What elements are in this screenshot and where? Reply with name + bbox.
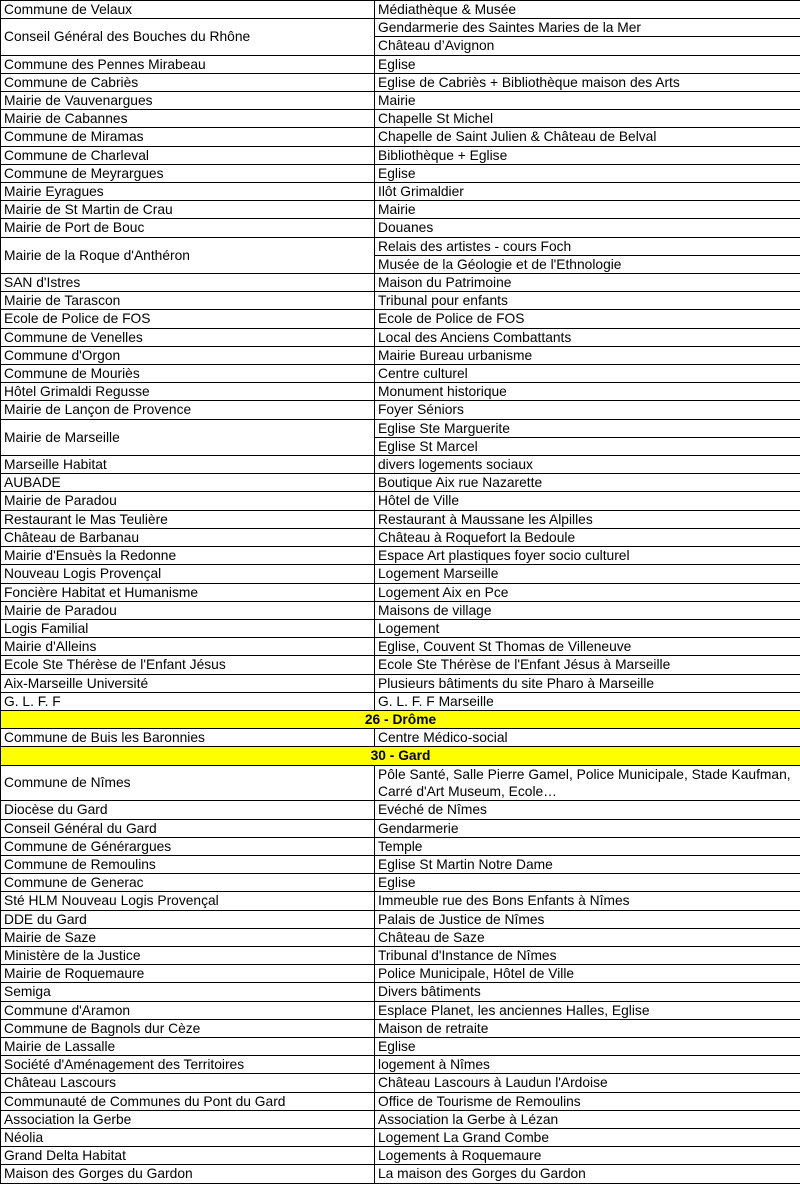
project-cell: Maison du Patrimoine (375, 274, 800, 292)
client-cell: Commune de Venelles (1, 328, 375, 346)
project-cell: Chapelle St Michel (375, 110, 800, 128)
table-row (1, 801, 800, 819)
project-cell: Douanes (375, 219, 800, 237)
client-cell: Aix-Marseille Université (1, 674, 375, 692)
client-cell: Commune d'Aramon (1, 1001, 375, 1019)
table-row (1, 219, 800, 237)
table-row (1, 528, 800, 546)
client-cell: Mairie de Marseille (1, 419, 375, 455)
table-row (1, 365, 800, 383)
project-cell: Eglise (375, 55, 800, 73)
client-cell: Mairie Eyragues (1, 183, 375, 201)
client-cell: Logis Familial (1, 619, 375, 637)
project-cell: Château Lascours à Laudun l'Ardoise (375, 1074, 800, 1092)
client-cell: Ministère de la Justice (1, 946, 375, 964)
client-cell: Grand Delta Habitat (1, 1147, 375, 1165)
client-cell: Restaurant le Mas Teulière (1, 510, 375, 528)
client-cell: Ecole Ste Thérèse de l'Enfant Jésus (1, 656, 375, 674)
client-cell: Mairie de Paradou (1, 601, 375, 619)
client-cell: Mairie de St Martin de Crau (1, 201, 375, 219)
project-cell: Boutique Aix rue Nazarette (375, 474, 800, 492)
project-cell: Centre culturel (375, 365, 800, 383)
table-row (1, 874, 800, 892)
table-row (1, 638, 800, 656)
client-cell: Néolia (1, 1129, 375, 1147)
project-cell: Ilôt Grimaldier (375, 183, 800, 201)
client-cell: Mairie de Paradou (1, 492, 375, 510)
client-cell: Foncière Habitat et Humanisme (1, 583, 375, 601)
table-row (1, 492, 800, 510)
table-row (1, 1037, 800, 1055)
table-row (1, 1165, 800, 1183)
table-row (1, 419, 800, 437)
client-cell: Mairie de Tarascon (1, 292, 375, 310)
table-row (1, 674, 800, 692)
table-row (1, 547, 800, 565)
client-cell: Mairie de Saze (1, 928, 375, 946)
table-row (1, 1147, 800, 1165)
client-cell: Commune de Buis les Baronnies (1, 729, 375, 747)
project-cell: Logement La Grand Combe (375, 1129, 800, 1147)
client-cell: Commune de Nîmes (1, 765, 375, 801)
client-cell: Commune des Pennes Mirabeau (1, 55, 375, 73)
table-row (1, 310, 800, 328)
table-row (1, 946, 800, 964)
project-cell: Centre Médico-social (375, 729, 800, 747)
section-title: 30 - Gard (1, 747, 800, 765)
project-cell: G. L. F. F Marseille (375, 692, 800, 710)
table-row (1, 910, 800, 928)
client-cell: Commune de Charleval (1, 146, 375, 164)
project-cell: Gendarmerie (375, 819, 800, 837)
client-cell: Hôtel Grimaldi Regusse (1, 383, 375, 401)
table-row (1, 601, 800, 619)
client-cell: Commune d'Orgon (1, 346, 375, 364)
table-row (1, 892, 800, 910)
client-cell: Mairie d'Ensuès la Redonne (1, 547, 375, 565)
table-row (1, 73, 800, 91)
client-cell: Mairie de Cabannes (1, 110, 375, 128)
project-cell: Foyer Séniors (375, 401, 800, 419)
project-cell: Ecole Ste Thérèse de l'Enfant Jésus à Marseille (375, 656, 800, 674)
client-cell: AUBADE (1, 474, 375, 492)
client-cell: Commune de Bagnols dur Cèze (1, 1019, 375, 1037)
client-cell: Commune de Meyrargues (1, 164, 375, 182)
project-cell: logement à Nîmes (375, 1056, 800, 1074)
project-cell: Immeuble rue des Bons Enfants à Nîmes (375, 892, 800, 910)
table-row (1, 146, 800, 164)
project-cell: Château d’Avignon (375, 37, 800, 55)
table-row (1, 55, 800, 73)
client-cell: Mairie de Vauvenargues (1, 92, 375, 110)
project-cell: Ecole de Police de FOS (375, 310, 800, 328)
table-row (1, 619, 800, 637)
project-cell: Mairie (375, 92, 800, 110)
project-cell: Evéché de Nîmes (375, 801, 800, 819)
project-cell: divers logements sociaux (375, 456, 800, 474)
table-row (1, 928, 800, 946)
project-cell: Tribunal d'Instance de Nîmes (375, 946, 800, 964)
table-row (1, 110, 800, 128)
table-row (1, 855, 800, 873)
project-cell: Eglise (375, 164, 800, 182)
project-cell: Musée de la Géologie et de l'Ethnologie (375, 255, 800, 273)
table-row (1, 819, 800, 837)
table-row (1, 983, 800, 1001)
section-header-row (1, 747, 800, 765)
project-cell: Relais des artistes - cours Foch (375, 237, 800, 255)
project-cell: Gendarmerie des Saintes Maries de la Mer (375, 19, 800, 37)
client-cell: Marseille Habitat (1, 456, 375, 474)
project-cell: Association la Gerbe à Lézan (375, 1110, 800, 1128)
table-row (1, 692, 800, 710)
project-cell: Mairie (375, 201, 800, 219)
project-cell: Maison de retraite (375, 1019, 800, 1037)
table-row (1, 1, 800, 19)
project-cell: Plusieurs bâtiments du site Pharo à Marseille (375, 674, 800, 692)
table-row (1, 1092, 800, 1110)
project-cell: Esplace Planet, les anciennes Halles, Eglise (375, 1001, 800, 1019)
client-cell: Mairie de la Roque d'Anthéron (1, 237, 375, 273)
project-cell: Logements à Roquemaure (375, 1147, 800, 1165)
client-cell: Commune de Miramas (1, 128, 375, 146)
client-cell: Semiga (1, 983, 375, 1001)
project-cell: Bibliothèque + Eglise (375, 146, 800, 164)
table-row (1, 401, 800, 419)
client-cell: Mairie de Lançon de Provence (1, 401, 375, 419)
table-row (1, 1074, 800, 1092)
client-cell: Maison des Gorges du Gardon (1, 1165, 375, 1183)
project-cell: Office de Tourisme de Remoulins (375, 1092, 800, 1110)
section-title: 26 - Drôme (1, 710, 800, 728)
project-cell: Maisons de village (375, 601, 800, 619)
table-row (1, 765, 800, 801)
project-cell: Temple (375, 837, 800, 855)
project-cell: Logement Marseille (375, 565, 800, 583)
project-cell: Pôle Santé, Salle Pierre Gamel, Police Municipale, Stade Kaufman, Carré d'Art Museum, Ecole… (375, 765, 800, 801)
project-cell: Chapelle de Saint Julien & Château de Belval (375, 128, 800, 146)
client-cell: Conseil Général des Bouches du Rhône (1, 19, 375, 55)
table-row (1, 510, 800, 528)
table-row (1, 183, 800, 201)
table-row (1, 346, 800, 364)
table-row (1, 274, 800, 292)
project-cell: La maison des Gorges du Gardon (375, 1165, 800, 1183)
project-cell: Eglise (375, 874, 800, 892)
project-cell: Mairie Bureau urbanisme (375, 346, 800, 364)
project-cell: Divers bâtiments (375, 983, 800, 1001)
project-cell: Château de Saze (375, 928, 800, 946)
references-table-body (1, 1, 800, 1184)
project-cell: Restaurant à Maussane les Alpilles (375, 510, 800, 528)
client-cell: Mairie de Roquemaure (1, 965, 375, 983)
project-cell: Eglise St Martin Notre Dame (375, 855, 800, 873)
table-row (1, 1001, 800, 1019)
project-cell: Eglise St Marcel (375, 437, 800, 455)
client-cell: Société d'Aménagement des Territoires (1, 1056, 375, 1074)
client-cell: DDE du Gard (1, 910, 375, 928)
project-cell: Tribunal pour enfants (375, 292, 800, 310)
project-cell: Eglise (375, 1037, 800, 1055)
project-cell: Eglise, Couvent St Thomas de Villeneuve (375, 638, 800, 656)
project-cell: Hôtel de Ville (375, 492, 800, 510)
project-cell: Médiathèque & Musée (375, 1, 800, 19)
table-row (1, 456, 800, 474)
client-cell: Commune de Générargues (1, 837, 375, 855)
client-cell: Association la Gerbe (1, 1110, 375, 1128)
table-row (1, 328, 800, 346)
table-row (1, 1129, 800, 1147)
table-row (1, 292, 800, 310)
project-cell: Logement (375, 619, 800, 637)
client-cell: Commune de Remoulins (1, 855, 375, 873)
table-row (1, 383, 800, 401)
project-cell: Local des Anciens Combattants (375, 328, 800, 346)
project-cell: Monument historique (375, 383, 800, 401)
table-row (1, 656, 800, 674)
section-header-row (1, 710, 800, 728)
project-cell: Espace Art plastiques foyer socio culturel (375, 547, 800, 565)
client-cell: Ecole de Police de FOS (1, 310, 375, 328)
client-cell: Château de Barbanau (1, 528, 375, 546)
table-row (1, 19, 800, 37)
client-cell: Commune de Cabriès (1, 73, 375, 91)
table-row (1, 128, 800, 146)
table-row (1, 1019, 800, 1037)
client-cell: Commune de Velaux (1, 1, 375, 19)
table-row (1, 1110, 800, 1128)
client-cell: Conseil Général du Gard (1, 819, 375, 837)
project-cell: Police Municipale, Hôtel de Ville (375, 965, 800, 983)
client-cell: Château Lascours (1, 1074, 375, 1092)
table-row (1, 583, 800, 601)
client-cell: Diocèse du Gard (1, 801, 375, 819)
project-cell: Château à Roquefort la Bedoule (375, 528, 800, 546)
table-row (1, 474, 800, 492)
project-cell: Palais de Justice de Nîmes (375, 910, 800, 928)
table-row (1, 92, 800, 110)
project-cell: Eglise Ste Marguerite (375, 419, 800, 437)
table-row (1, 1056, 800, 1074)
client-cell: G. L. F. F (1, 692, 375, 710)
client-cell: Commune de Generac (1, 874, 375, 892)
table-row (1, 164, 800, 182)
table-row (1, 565, 800, 583)
table-row (1, 729, 800, 747)
client-cell: Communauté de Communes du Pont du Gard (1, 1092, 375, 1110)
client-cell: Nouveau Logis Provençal (1, 565, 375, 583)
table-row (1, 201, 800, 219)
client-cell: SAN d'Istres (1, 274, 375, 292)
client-cell: Mairie de Port de Bouc (1, 219, 375, 237)
table-row (1, 237, 800, 255)
client-cell: Sté HLM Nouveau Logis Provençal (1, 892, 375, 910)
project-cell: Eglise de Cabriès + Bibliothèque maison des Arts (375, 73, 800, 91)
client-cell: Mairie de Lassalle (1, 1037, 375, 1055)
project-cell: Logement Aix en Pce (375, 583, 800, 601)
client-cell: Mairie d'Alleins (1, 638, 375, 656)
table-row (1, 965, 800, 983)
table-row (1, 837, 800, 855)
client-cell: Commune de Mouriès (1, 365, 375, 383)
